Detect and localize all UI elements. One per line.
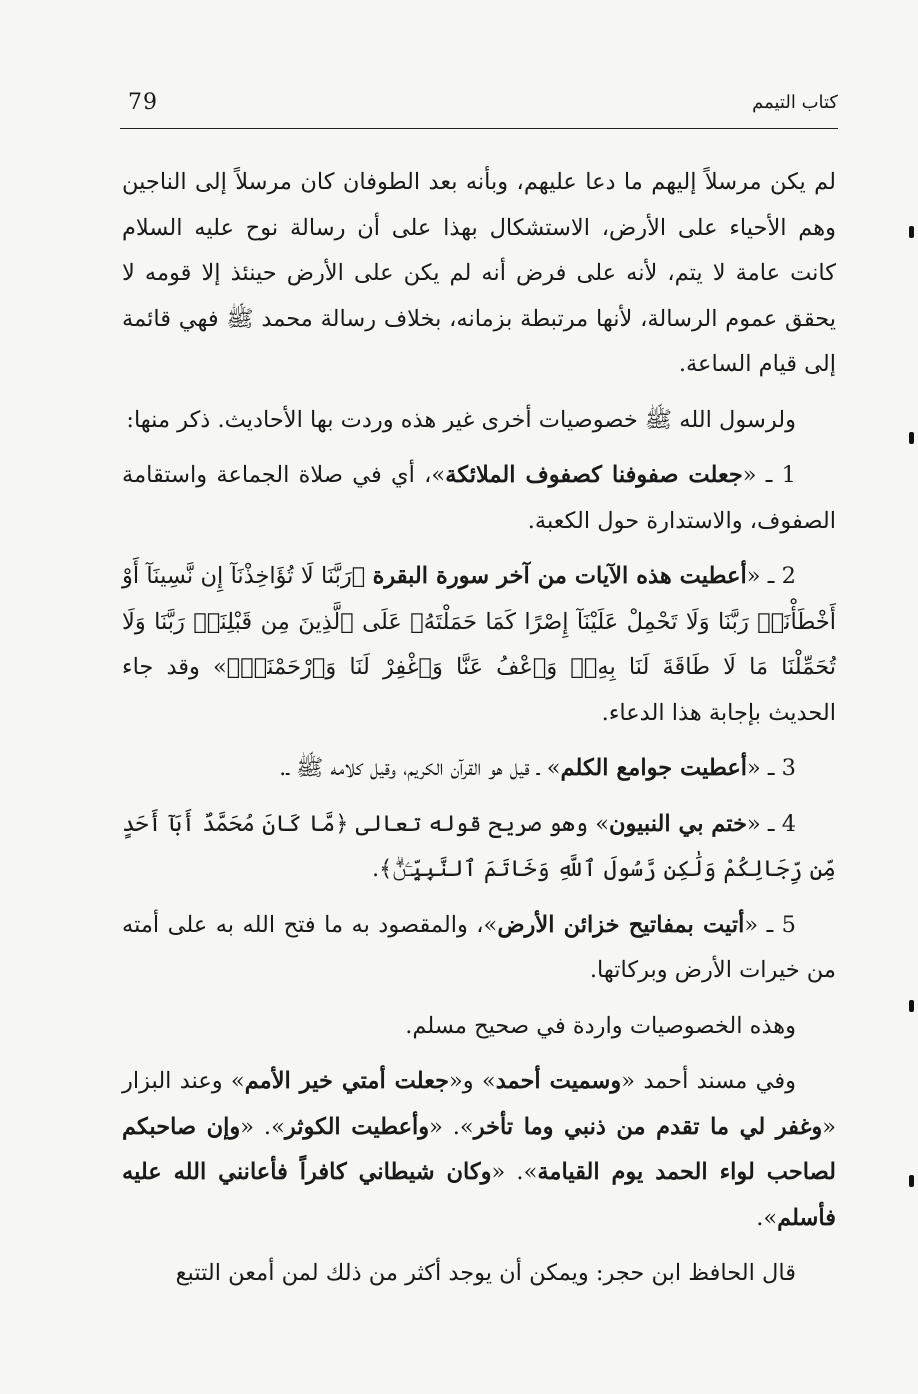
text-run: ». « — [240, 1113, 285, 1140]
text-run: لم يكن مرسلاً إليهم ما دعا عليهم، وبأنه بعد الطوفان كان مرسلاً إلى الناجين وهم الأحياء على الأرض، الاستشكال بهذا على أن رسالة نوح عليه السلام كانت عامة لا يتم، لأنه على فرض أنه لم يكن على الأرض حينئذ إلا قومه لا يحقق عموم الرسالة، لأنها مرتبطة بزمانه، بخلاف رسالة محمد ﷺ فهي قائمة إلى قيام الساعة. — [122, 169, 836, 377]
text-run: 1 ـ « — [742, 462, 796, 488]
text-run: 5 ـ « — [744, 911, 796, 938]
paragraph-2 — [122, 398, 836, 444]
hadith-quote: أعطيت جوامع الكلم — [560, 755, 747, 781]
text-run: » و« — [449, 1068, 496, 1094]
text-run: ». — [756, 1204, 778, 1231]
text-run: » وهو صريح قوله تعالى ﴿مَّا كَانَ مُحَمَّدٌ أَبَآ أَحَدٍ مِّن رِّجَالِكُمْ وَلَٰكِن رَّسُولَ ٱللَّهِ وَخَاتَمَ ٱلنَّبِيِّـۧنَۗ﴾. — [122, 810, 836, 882]
hadith-quote: ختم بي النبيون — [608, 810, 747, 837]
paragraph-1 — [122, 160, 836, 388]
hadith-quote: وإن صاحبكم لصاحب لواء الحمد يوم القيامة — [122, 1113, 836, 1185]
running-title: كتاب التيمم — [752, 92, 838, 113]
text-run: »، أي في صلاة الجماعة واستقامة الصفوف، والاستدارة حول الكعبة. — [122, 462, 836, 534]
paragraph-4 — [122, 554, 836, 736]
text-run: ﴿رَبَّنَا لَا تُؤَاخِذْنَآ إِن نَّسِينَآ أَوْ أَخْطَأْنَاۚ رَبَّنَا وَلَا تَحْمِلْ عَلَيْنَآ إِصْرًا كَمَا حَمَلْتَهُۥ عَلَى ٱلَّذِينَ مِن قَبْلِنَاۚ رَبَّنَا وَلَا تُحَمِّلْنَا مَا لَا طَاقَةَ لَنَا بِهِۦۖ وَٱعْفُ عَنَّا وَٱغْفِرْ لَنَا وَٱرْحَمْنَآۚ﴾» وقد جاء الحديث بإجابة هذا الدعاء. — [122, 563, 836, 726]
body-text — [122, 160, 836, 1307]
text-run: قال الحافظ ابن حجر: ويمكن أن يوجد أكثر من ذلك لمن أمعن التتبع — [175, 1260, 796, 1286]
paragraph-6 — [122, 802, 836, 893]
text-run: »، والمقصود به ما فتح الله به على أمته من خيرات الأرض وبركاتها. — [122, 911, 836, 983]
text-run: 4 ـ « — [746, 810, 797, 837]
margin-mark — [909, 1175, 914, 1187]
text-run: 2 ـ « — [746, 563, 796, 589]
paragraph-9 — [122, 1059, 836, 1241]
text-run: ». « — [429, 1113, 474, 1140]
hadith-quote: جعلت أمتي خير الأمم — [244, 1068, 449, 1094]
paragraph-3 — [122, 453, 836, 544]
text-run: وهذه الخصوصيات واردة في صحيح مسلم. — [405, 1012, 796, 1039]
hadith-quote: جعلت صفوفنا كصفوف الملائكة — [445, 462, 743, 488]
paragraph-7 — [122, 903, 836, 994]
paragraph-10 — [122, 1251, 836, 1297]
hadith-quote: أعطيت هذه الآيات من آخر سورة البقرة — [372, 563, 747, 589]
hadith-quote: أتيت بمفاتيح خزائن الأرض — [497, 911, 745, 938]
margin-mark — [909, 1000, 914, 1012]
text-run: وفي مسند أحمد « — [621, 1068, 797, 1094]
hadith-quote: وغفر لي ما تقدم من ذنبي وما تأخر — [473, 1113, 823, 1140]
text-run: ». « — [491, 1159, 538, 1185]
text-run: 3 ـ « — [747, 755, 796, 781]
page-number: 79 — [128, 90, 158, 115]
hadith-quote: وسميت أحمد — [495, 1068, 622, 1094]
text-run: » ـ قيل هو القرآن الكريم، وقيل كلامه ﷺ ـ. — [279, 755, 561, 781]
margin-mark — [909, 432, 914, 444]
hadith-quote: وأعطيت الكوثر — [284, 1113, 430, 1140]
hadith-quote: وكان شيطاني كافراً فأعانني الله عليه فأسلم — [122, 1159, 836, 1231]
text-run: » وعند البزار « — [122, 1068, 836, 1140]
page-header — [120, 82, 838, 129]
paragraph-5 — [122, 746, 836, 792]
margin-mark — [909, 226, 914, 238]
paragraph-8 — [122, 1004, 836, 1050]
text-run: ولرسول الله ﷺ خصوصيات أخرى غير هذه وردت بها الأحاديث. ذكر منها: — [126, 406, 796, 433]
